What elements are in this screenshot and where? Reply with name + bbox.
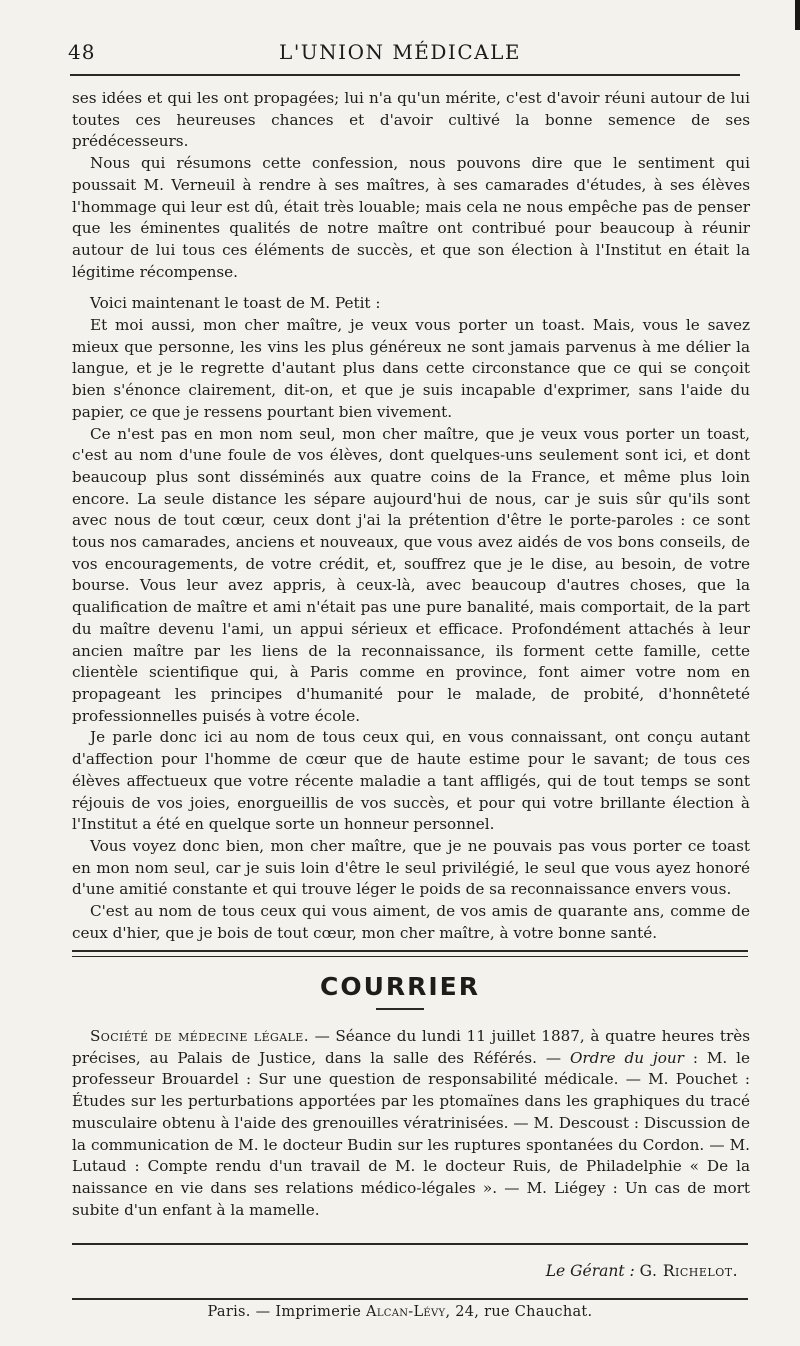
paragraph-toast-5: C'est au nom de tous ceux qui vous aiment, de vos amis de quarante ans, comme de ceux d'hier, que je bois de tout cœur, mon cher maître, à votre bonne santé. xyxy=(72,902,750,942)
imprint-printer-name: Alcan-Lévy xyxy=(366,1304,446,1320)
paragraph-toast-4: Vous voyez donc bien, mon cher maître, que je ne pouvais pas vous porter ce toast en mon nom seul, car je suis loin d'être le seul privilégié, le seul que vous ayez honoré d'une amitié constante et qui trouve léger le poids de sa reconnaissance envers vous. xyxy=(72,836,750,899)
section-title-underline xyxy=(376,1008,424,1010)
imprint-prefix: Paris. — Imprimerie xyxy=(207,1304,367,1320)
paragraph-toast-3: Je parle donc ici au nom de tous ceux qui, en vous connaissant, ont conçu autant d'affection pour l'homme de cœur que de haute estime pour le savant; de tous ces élèves affectueux que votre récente maladie a tant affligés, qui de tout temps se sont réjouis de vos joies, enorgueillis de vos succès, et pour qui votre brillante élection à l'Institut a été en quelque sorte un honneur personnel. xyxy=(72,728,750,834)
imprint-address: , 24, rue Chauchat. xyxy=(445,1304,593,1320)
page-number: 48 xyxy=(68,40,96,64)
paragraph-commentary: Nous qui résumons cette confession, nous pouvons dire que le sentiment qui poussait M. Verneuil à rendre à ses maîtres, à ses camarades d'études, à ses élèves l'hommage qui leur est dû, était très louable; mais cela ne nous empêche pas de penser que les éminentes qualités de notre maître ont contribué pour beaucoup à réunir autour de lui tous ces éléments de succès, et que son élection à l'Institut en était la légitime récompense. xyxy=(72,154,750,281)
society-name: Société de médecine légale. xyxy=(90,1027,309,1045)
paragraph-toast-2: Ce n'est pas en mon nom seul, mon cher maître, que je veux vous porter un toast, c'est au nom d'une foule de vos élèves, dont quelques-uns seulement sont ici, et dont beaucoup plus sont disséminés aux quatre coins de la France, et même plus loin encore. La seule distance les sépare aujourd'hui de nous, car je suis sûr qu'ils sont avec nous de tout cœur, ceux dont j'ai la prétention d'être le porte-paroles : ce sont tous nos camarades, anciens et nouveaux, que vous avez aidés de vos bons conseils, de vos encouragements, de votre crédit, et, souffrez que je le dise, au besoin, de votre bourse. Vous leur avez appris, à ceux-là, avec beaucoup d'autres choses, que la qualification de maître et ami n'était pas une pure banalité, mais comportait, de la part du maître devenu l'ami, un appui sérieux et efficace. Profondément attachés à leur ancien maître par les liens de la reconnaissance, ils forment cette famille, cette clientèle scientifique qui, à Paris comme en province, font aimer votre nom en propageant les principes d'humanité pour le malade, de probité, d'honnêteté professionnelles puisés à votre école. xyxy=(72,424,750,725)
courrier-text-2: : M. le professeur Brouardel : Sur une question de responsabilité médicale. — M. Pouchet : Études sur les perturbations apportées par les ptomaïnes dans les graphiques du tracé musculaire obtenu à l'aide des grenouilles vératrinisées. — M. Descoust : Discussion de la communication de M. le docteur Budin sur les ruptures spontanées du Cordon. — M. Lutaud : Compte rendu d'un travail de M. le docteur Ruis, de Philadelphie « De la naissance en vie dans ses relations médico-légales ». — M. Liégey : Un cas de mort subite d'un enfant à la mamelle. xyxy=(72,1048,751,1219)
section-title-courrier: COURRIER xyxy=(319,972,481,1001)
ordre-du-jour-label: Ordre du jour xyxy=(569,1048,684,1067)
article-body xyxy=(72,88,750,944)
imprint-rule xyxy=(72,1298,748,1300)
courrier-body xyxy=(72,1026,750,1221)
printer-imprint xyxy=(0,1304,800,1320)
gerant-signature xyxy=(546,1262,738,1280)
page-edge-mark xyxy=(795,0,800,30)
header-rule xyxy=(70,74,740,76)
paragraph-toast-intro: Voici maintenant le toast de M. Petit : xyxy=(90,294,381,313)
gerant-label: Le Gérant : xyxy=(545,1262,635,1280)
courrier-text-1: — Séance du lundi 11 juillet 1887, à quatre heures très précises, au Palais de Justice, dans la salle des Référés. — xyxy=(72,1027,751,1067)
paragraph-toast-1: Et moi aussi, mon cher maître, je veux vous porter un toast. Mais, vous le savez mieux que personne, les vins les plus généreux ne sont jamais parvenus à me délier la langue, et je le regrette d'autant plus dans cette circonstance que ce qui se conçoit bien s'énonce clairement, dit-on, et que je suis incapable d'exprimer, sans l'aide du papier, ce que je ressens pourtant bien vivement. xyxy=(72,316,750,421)
courrier-paragraph xyxy=(72,1026,750,1221)
gerant-name: G. Richelot. xyxy=(639,1262,738,1280)
paragraph-continuation: ses idées et qui les ont propagées; lui n'a qu'un mérite, c'est d'avoir réuni autour de lui toutes ces heureuses chances et d'avoir cultivé la bonne semence de ses prédécesseurs. xyxy=(72,89,750,151)
running-header xyxy=(60,36,740,66)
footer-rule xyxy=(72,1243,748,1245)
section-divider xyxy=(72,950,748,957)
journal-title: L'UNION MÉDICALE xyxy=(279,40,521,64)
